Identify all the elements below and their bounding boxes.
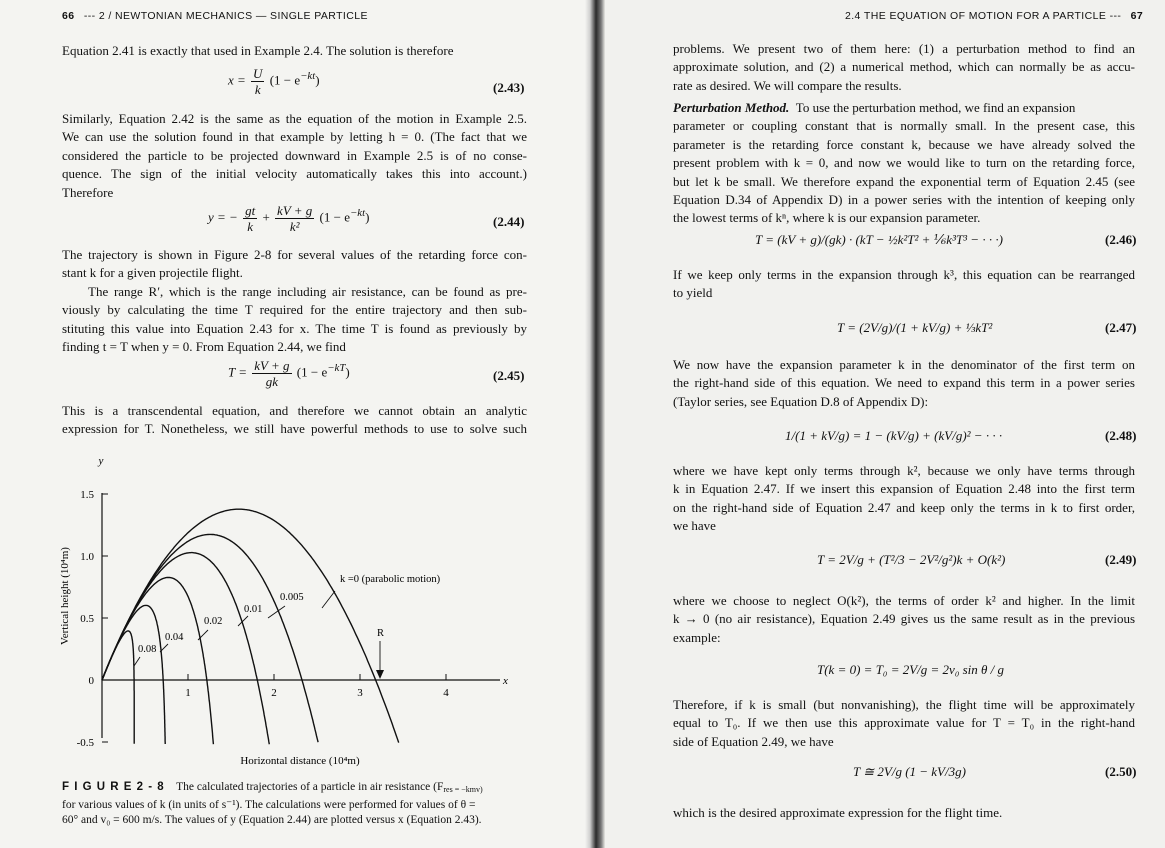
right-paragraph-4 bbox=[673, 356, 1135, 411]
x-tick-group bbox=[185, 674, 449, 699]
text-line: (Taylor series, see Equation D.8 of Appendix D): bbox=[673, 393, 929, 409]
book-gutter bbox=[585, 0, 605, 848]
range-label: R bbox=[377, 628, 385, 639]
y-tick-label: 0 bbox=[88, 675, 94, 687]
eq-fraction bbox=[275, 203, 314, 234]
text-line: parameter or coupling constant that is normally small. In the present case, this bbox=[673, 118, 1135, 134]
right-paragraph-8: which is the desired approximate expression for the flight time. bbox=[673, 805, 1003, 820]
eq-number-2-46: (2.46) bbox=[1105, 232, 1137, 247]
eq-exp: −kt bbox=[300, 70, 316, 83]
caption-line: 60° and v₀ = 600 m/s. The values of y (Equation 2.44) are plotted versus x (Equation 2.43). bbox=[62, 814, 482, 826]
eq-den: gk bbox=[265, 374, 279, 389]
y-tick-group bbox=[77, 489, 108, 749]
text-line: considered the particle to be projected downward in Example 2.5 is of no conse- bbox=[62, 147, 527, 163]
text-line: where we choose to neglect O(k²), the terms of order k² and higher. In the limit bbox=[673, 593, 1135, 608]
y-axis-letter: y bbox=[98, 455, 104, 467]
eq-number-2-45: (2.45) bbox=[493, 368, 525, 383]
x-tick-label: 3 bbox=[357, 687, 363, 699]
text-line: k → 0 (no air resistance), Equation 2.49 gives us the same result as in the previous bbox=[673, 611, 1135, 627]
text-line: We can use the solution found in that example by letting h = 0. (The fact that we bbox=[62, 129, 527, 145]
right-running-head bbox=[845, 10, 1143, 22]
text-line: the right-hand side of this equation. We need to expand this term in a power series bbox=[673, 375, 1135, 391]
text-line: parameter is the retarding force constant k, because we have already solved the bbox=[673, 136, 1135, 152]
x-tick-label: 4 bbox=[443, 687, 449, 699]
y-tick-label: 1.5 bbox=[80, 489, 94, 501]
eq-plus: + bbox=[262, 209, 270, 225]
curve-label: 0.04 bbox=[165, 632, 184, 643]
eq-fraction bbox=[251, 66, 264, 97]
x-tick-label: 2 bbox=[271, 687, 277, 699]
caption-label: F I G U R E 2 - 8 bbox=[62, 781, 165, 793]
right-paragraph-7 bbox=[673, 696, 1135, 751]
text-line: problems. We present two of them here: (1) a perturbation method to find an bbox=[673, 41, 1135, 56]
trajectory-curve bbox=[102, 631, 134, 744]
eq-number-2-44: (2.44) bbox=[493, 214, 525, 229]
text-line: where we have kept only terms through k², because we only have terms through bbox=[673, 463, 1135, 478]
caption-tail: res = −kmv) bbox=[443, 785, 483, 794]
trajectory-curve bbox=[102, 553, 269, 745]
eq-lhs: y = − bbox=[208, 209, 238, 225]
text-line: example: bbox=[673, 629, 721, 645]
right-paragraph-3 bbox=[673, 266, 1135, 303]
equation-2-49: T = 2V/g + (T²/3 − 2V²/g²)k + O(k²) bbox=[817, 552, 1006, 567]
y-tick-label: 1.0 bbox=[80, 551, 94, 563]
eq-rest: (1 − e bbox=[269, 72, 301, 88]
eq-num: U bbox=[253, 66, 263, 81]
equation-2-43 bbox=[228, 66, 320, 97]
text-line: expression for T. Nonetheless, we still have powerful methods to use to solve such bbox=[62, 421, 527, 437]
eq-number-2-48: (2.48) bbox=[1105, 428, 1137, 443]
y-tick-label: 0.5 bbox=[80, 613, 94, 625]
eq-lhs: T = bbox=[228, 364, 248, 380]
x-tick-label: 1 bbox=[185, 687, 191, 699]
equation-limit: T(k = 0) = T₀ = 2V/g = 2v₀ sin θ / g bbox=[817, 662, 1005, 677]
text-line: The trajectory is shown in Figure 2-8 for several values of the retarding force con- bbox=[62, 247, 527, 262]
equation-2-47: T = (2V/g)/(1 + kV/g) + ⅓kT² bbox=[837, 320, 993, 335]
caption-line: for various values of k (in units of s⁻¹). The calculations were performed for values of θ = bbox=[62, 798, 476, 811]
paragraph-4 bbox=[62, 402, 527, 439]
right-paragraph-1 bbox=[673, 40, 1135, 95]
eq-den: k bbox=[247, 219, 254, 234]
eq-close: ) bbox=[365, 209, 370, 225]
curve-label-leader bbox=[134, 657, 140, 666]
paragraph-2 bbox=[62, 246, 527, 283]
text-line: to yield bbox=[673, 285, 713, 301]
section-heading: Perturbation Method. bbox=[673, 100, 790, 115]
eq-close: ) bbox=[315, 72, 320, 88]
eq-close: ) bbox=[345, 364, 350, 380]
text-line: If we keep only terms in the expansion through k³, this equation can be rearranged bbox=[673, 267, 1135, 282]
text-line: Similarly, Equation 2.42 is the same as the equation of the motion in Example 2.5. bbox=[62, 111, 527, 126]
caption-text: The calculated trajectories of a particle in air resistance (F bbox=[176, 781, 444, 793]
eq-number-2-50: (2.50) bbox=[1105, 764, 1137, 779]
curve-label: k =0 (parabolic motion) bbox=[340, 574, 441, 585]
left-page-number: 66 bbox=[62, 10, 75, 22]
y-axis-title: Vertical height (10⁴m) bbox=[59, 547, 71, 645]
equation-2-44 bbox=[208, 203, 369, 234]
text-line: stituting this value into Equation 2.43 for x. The time T is found as previously by bbox=[62, 320, 527, 336]
eq-num: kV + g bbox=[254, 358, 290, 373]
right-page-number: 67 bbox=[1130, 10, 1144, 22]
trajectory-figure bbox=[0, 448, 585, 778]
paragraph-1 bbox=[62, 110, 527, 202]
text-line: we have bbox=[673, 518, 716, 534]
curve-label-leader bbox=[322, 591, 335, 608]
text-line: but let k be small. We therefore expand the exponential term of Equation 2.45 (see bbox=[673, 173, 1135, 189]
trajectory-curves bbox=[102, 509, 399, 744]
right-paragraph-6 bbox=[673, 592, 1135, 647]
text-line: finding t = T when y = 0. From Equation 2.44, we find bbox=[62, 339, 346, 355]
eq-number-2-47: (2.47) bbox=[1105, 320, 1137, 335]
equation-2-50: T ≅ 2V/g (1 − kV/3g) bbox=[853, 764, 966, 779]
text-line: quence. The sign of the initial velocity automatically takes this into account.) bbox=[62, 166, 527, 182]
figure-caption bbox=[62, 780, 483, 829]
text-line: stant k for a given projectile flight. bbox=[62, 265, 243, 281]
text-line: rate as desired. We will compare the results. bbox=[673, 77, 902, 93]
curve-label-group bbox=[134, 574, 441, 679]
equation-2-48: 1/(1 + kV/g) = 1 − (kV/g) + (kV/g)² − · · · bbox=[785, 428, 1003, 443]
curve-label: 0.01 bbox=[244, 604, 263, 615]
equation-2-45 bbox=[228, 358, 350, 389]
x-axis-letter: x bbox=[503, 675, 508, 687]
curve-label: 0.02 bbox=[204, 616, 223, 627]
text-line: Therefore bbox=[62, 184, 114, 200]
eq-rest: (1 − e bbox=[319, 209, 350, 225]
eq-lhs: x = bbox=[228, 72, 246, 88]
left-running-head bbox=[62, 10, 368, 22]
right-head-text: 2.4 THE EQUATION OF MOTION FOR A PARTICLE --- bbox=[845, 10, 1122, 22]
caption-line bbox=[62, 780, 483, 798]
eq-den: k bbox=[254, 82, 261, 97]
text-line: side of Equation 2.49, we have bbox=[673, 733, 834, 749]
x-axis-title: Horizontal distance (10⁴m) bbox=[240, 755, 360, 767]
text-line: Therefore, if k is small (but nonvanishing), the flight time will be approximately bbox=[673, 697, 1135, 712]
text-line: To use the perturbation method, we find an expansion bbox=[795, 100, 1076, 115]
right-paragraph-2 bbox=[673, 99, 1135, 228]
text-line: on the right-hand side of Equation 2.47 and keep only the terms in k to first order, bbox=[673, 499, 1135, 515]
intro-line: Equation 2.41 is exactly that used in Example 2.4. The solution is therefore bbox=[62, 43, 454, 58]
y-tick-label: -0.5 bbox=[76, 737, 94, 749]
eq-num: kV + g bbox=[277, 203, 313, 218]
text-line: The range R′, which is the range including air resistance, can be found as pre- bbox=[88, 284, 527, 299]
right-page bbox=[605, 0, 1165, 848]
eq-number-2-43: (2.43) bbox=[493, 80, 525, 95]
text-line: equal to T₀. If we then use this approximate value for T = T₀ in the right-hand bbox=[673, 715, 1135, 731]
paragraph-3 bbox=[62, 283, 527, 357]
right-paragraph-5 bbox=[673, 462, 1135, 536]
trajectory-curve bbox=[102, 509, 399, 742]
trajectory-curve bbox=[102, 578, 213, 745]
eq-fraction bbox=[243, 203, 257, 234]
eq-number-2-49: (2.49) bbox=[1105, 552, 1137, 567]
eq-fraction bbox=[252, 358, 291, 389]
text-line: present problem with k = 0, and now we would like to turn on the retarding force, bbox=[673, 155, 1135, 171]
text-line: This is a transcendental equation, and therefore we cannot obtain an analytic bbox=[62, 403, 527, 418]
text-line: the lowest terms of kⁿ, where k is our expansion parameter. bbox=[673, 210, 981, 226]
eq-exp: −kt bbox=[349, 207, 366, 220]
text-line: viously by calculating the time T required for the entire trajectory and then sub- bbox=[62, 302, 527, 318]
eq-exp: −kT bbox=[327, 362, 346, 375]
eq-rest: (1 − e bbox=[296, 364, 328, 380]
curve-label: 0.08 bbox=[138, 644, 157, 655]
text-line: Equation D.34 of Appendix D) in a power series with the intention of keeping only bbox=[673, 192, 1135, 208]
eq-num: gt bbox=[245, 203, 256, 218]
text-line: We now have the expansion parameter k in the denominator of the first term on bbox=[673, 357, 1135, 372]
curve-label: 0.005 bbox=[280, 592, 304, 603]
eq-den: k² bbox=[289, 219, 300, 234]
text-line: approximate solution, and (2) a numerical method, which can normally be as accu- bbox=[673, 59, 1135, 75]
range-arrow-head bbox=[376, 670, 384, 679]
left-head-text: --- 2 / NEWTONIAN MECHANICS — SINGLE PARTICLE bbox=[83, 10, 368, 22]
text-line bbox=[673, 99, 1135, 117]
equation-2-46: T = (kV + g)/(gk) · (kT − ½k²T² + ⅙k³T³ − · · ·) bbox=[755, 232, 1003, 247]
text-line: k in Equation 2.47. If we insert this expansion of Equation 2.48 into the first term bbox=[673, 481, 1135, 497]
figure-axes bbox=[102, 493, 500, 738]
